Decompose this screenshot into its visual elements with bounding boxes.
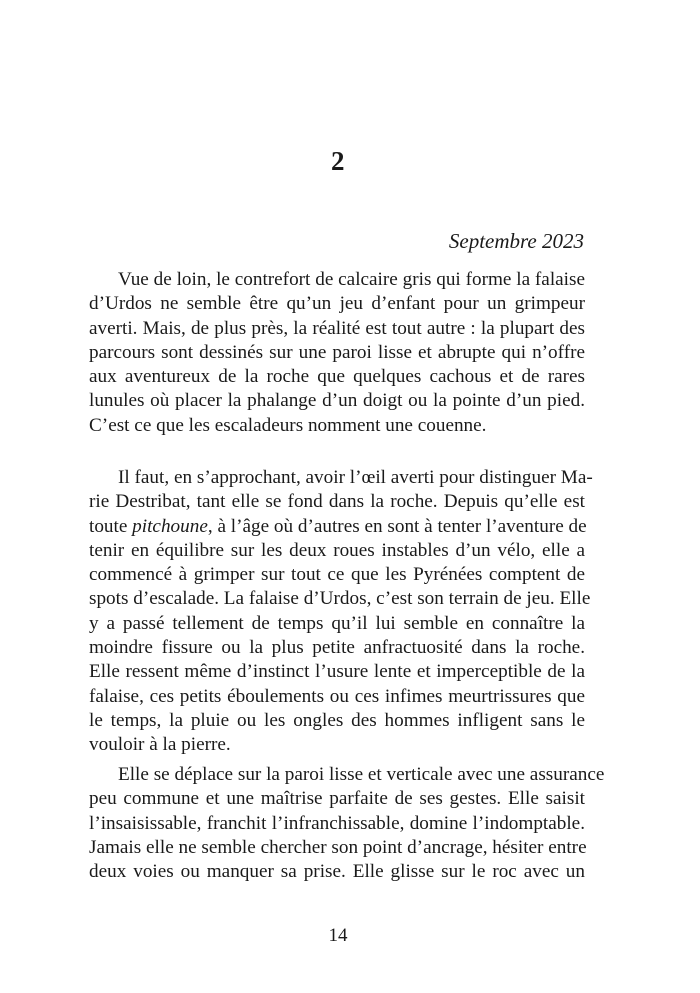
text-line: Elle se déplace sur la paroi lisse et verticale avec une assurance (118, 764, 605, 785)
text-line: averti. Mais, de plus près, la réalité est tout autre : la plupart des (89, 317, 585, 339)
text-line: C’est ce que les escaladeurs nomment une couenne. (89, 414, 487, 436)
text-line: Il faut, en s’approchant, avoir l’œil averti pour distinguer Ma- (118, 467, 593, 488)
text-line: lunules où placer la phalange d’un doigt ou la pointe d’un pied. (89, 390, 585, 412)
text-line: y a passé tellement de temps qu’il lui semble en connaître la (89, 612, 585, 634)
text-line: l’insaisissable, franchit l’infranchissable, domine l’indomptable. (89, 812, 585, 834)
text-line: d’Urdos ne semble être qu’un jeu d’enfant pour un grimpeur (89, 293, 585, 315)
text-span: toute (89, 515, 133, 537)
text-line: tenir en équilibre sur les deux roues instables d’un vélo, elle a (89, 539, 585, 561)
text-line: parcours sont dessinés sur une paroi lisse et abrupte qui n’offre (89, 341, 585, 363)
text-span: , à l’âge où d’autres en sont à tenter l’aventure de (207, 515, 587, 537)
paragraph-2 (89, 466, 593, 758)
paragraph-1 (89, 268, 585, 438)
text-line: Jamais elle ne semble chercher son point d’ancrage, hésiter entre (89, 836, 587, 858)
paragraph-3 (89, 763, 605, 884)
text-line: peu commune et une maîtrise parfaite de ses gestes. Elle saisit (89, 788, 585, 810)
text-line (89, 515, 585, 539)
text-line: commencé à grimper sur tout ce que les Pyrénées comptent de (89, 564, 585, 586)
text-line: Vue de loin, le contrefort de calcaire gris qui forme la falaise (118, 269, 585, 290)
text-line: Elle ressent même d’instinct l’usure lente et imperceptible de la (89, 661, 585, 683)
text-line: aux aventureux de la roche que quelques cachous et de rares (89, 366, 585, 388)
text-line: falaise, ces petits éboulements ou ces infimes meurtrissures que (89, 685, 585, 707)
text-line: le temps, la pluie ou les ongles des hommes infligent sans le (89, 709, 585, 731)
text-line: vouloir à la pierre. (89, 734, 231, 756)
text-line: moindre fissure ou la plus petite anfractuosité dans la roche. (89, 637, 585, 659)
text-line: spots d’escalade. La falaise d’Urdos, c’est son terrain de jeu. Elle (89, 588, 591, 610)
italic-word: pitchoune (132, 515, 208, 537)
text-line: deux voies ou manquer sa prise. Elle glisse sur le roc avec un (89, 861, 585, 883)
chapter-number: 2 (331, 146, 345, 176)
chapter-dateline: Septembre 2023 (448, 229, 584, 253)
text-line: rie Destribat, tant elle se fond dans la roche. Depuis qu’elle est (89, 491, 585, 513)
page-number: 14 (328, 925, 348, 946)
